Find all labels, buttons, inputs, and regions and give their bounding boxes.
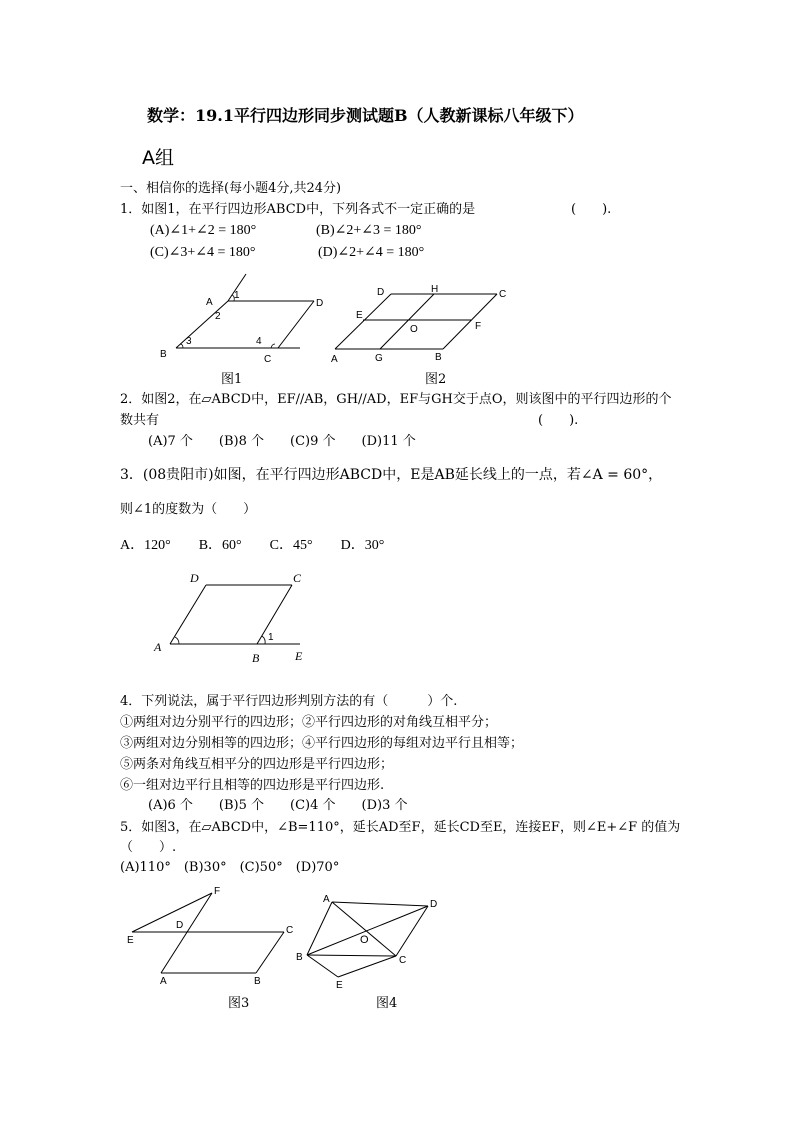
fig4-label-a: A (323, 894, 330, 905)
fig3-label-a: A (160, 976, 167, 987)
fig3-caption: 图3 (228, 996, 250, 1011)
figure-1 (140, 268, 340, 368)
group-heading: A组 (142, 147, 174, 169)
fig2-caption: 图2 (425, 372, 447, 387)
fig3-side-bc (256, 932, 284, 973)
fig2-label-e: E (356, 310, 363, 321)
figure-2 (325, 280, 515, 370)
fig2-label-g: G (375, 353, 383, 364)
fig1-label-2: 2 (215, 311, 221, 322)
fig1-caption: 图1 (221, 372, 243, 387)
fig1-label-c: C (264, 354, 272, 365)
q2-answer-paren: ( ). (538, 413, 579, 428)
fig2-label-d: D (377, 287, 385, 298)
fig4-diagonal-bd (307, 906, 428, 955)
q3-options: A．120° B．60° C．45° D．30° (120, 538, 385, 553)
q3-line-2: 则∠1的度数为（ ） (120, 502, 257, 517)
section-heading: 一、相信你的选择(每小题4分,共24分) (120, 181, 342, 196)
figure-3 (120, 880, 300, 995)
fig3-label-e: E (127, 935, 134, 946)
fig1-label-4: 4 (256, 336, 262, 347)
fig-q3-label-b: B (252, 651, 260, 665)
fig3-label-c: C (286, 925, 294, 936)
fig-q3-label-e: E (295, 649, 303, 663)
fig3-label-f: F (214, 886, 221, 897)
fig2-label-h: H (431, 284, 439, 295)
fig2-label-a: A (331, 354, 338, 365)
q1-option-c: (C)∠3+∠4 = 180° (150, 245, 256, 260)
q5-options: (A)110° (B)30° (C)50° (D)70° (120, 860, 340, 875)
q4-statement-1: ①两组对边分别平行的四边形；②平行四边形的对角线互相平分； (120, 715, 498, 730)
fig4-side-bc (307, 955, 396, 956)
fig-q3-side-ad (170, 585, 206, 644)
fig1-angle-arc-4 (271, 344, 275, 348)
q1-answer-paren: ( ). (571, 202, 612, 217)
q4-options: (A)6 个 (B)5 个 (C)4 个 (D)3 个 (148, 798, 408, 813)
q4-statement-3: ⑤两条对角线互相平分的四边形是平行四边形； (120, 757, 394, 772)
fig4-segment-ec (338, 956, 396, 977)
fig-q3-label-d: D (190, 571, 199, 585)
fig1-label-3: 3 (186, 336, 192, 347)
q4-statement-4: ⑥一组对边平行且相等的四边形是平行四边形. (120, 778, 385, 793)
q2-options: (A)7 个 (B)8 个 (C)9 个 (D)11 个 (148, 434, 416, 449)
fig-q3-label-c: C (293, 571, 302, 585)
fig2-side-bc (443, 294, 497, 349)
fig1-label-1: 1 (234, 290, 240, 301)
fig1-label-a: A (206, 297, 213, 308)
fig4-side-ab (307, 902, 332, 955)
q3-line-1: 3．(08贵阳市)如图，在平行四边形ABCD中，E是AB延长线上的一点，若∠A = 60°， (120, 467, 663, 483)
fig3-label-d: D (176, 920, 184, 931)
fig4-diagonal-ac (332, 902, 396, 956)
fig2-label-b: B (435, 352, 442, 363)
fig4-label-d: D (430, 899, 438, 910)
fig-q3-angle-arc-a (175, 637, 179, 644)
q2-line-1: 2．如图2，在▱ABCD中，EF//AB，GH//AD，EF与GH交于点O，则该图中的平行四边形的个 (120, 392, 672, 407)
fig2-label-o: O (410, 324, 418, 335)
q1-option-d: (D)∠2+∠4 = 180° (318, 245, 425, 260)
fig4-caption: 图4 (376, 996, 398, 1011)
page-title: 数学：19.1平行四边形同步测试题B（人教新课标八年级下） (147, 106, 584, 125)
figure-q3 (150, 568, 320, 668)
fig-q3-angle-arc-1 (262, 636, 265, 644)
fig4-label-o: O (360, 934, 369, 946)
fig4-label-e: E (336, 980, 343, 991)
fig-q3-label-a: A (154, 640, 162, 654)
fig4-side-cd (396, 906, 428, 956)
fig4-label-b: B (296, 952, 303, 963)
fig4-segment-be (307, 955, 338, 977)
fig3-label-b: B (254, 976, 261, 987)
fig-q3-side-bc (257, 585, 292, 644)
fig-q3-label-1: 1 (268, 632, 274, 643)
fig1-side-dc (278, 301, 314, 348)
q2-line-2: 数共有 (120, 413, 160, 428)
fig2-label-f: F (475, 321, 482, 332)
fig4-label-c: C (399, 955, 407, 966)
q5-line-1: 5．如图3，在▱ABCD中，∠B=110°，延长AD至F，延长CD至E，连接EF，则∠E+∠F 的值为 (120, 820, 681, 835)
figure-4 (290, 890, 450, 995)
q4-statement-2: ③两组对边分别相等的四边形；④平行四边形的每组对边平行且相等； (120, 736, 524, 751)
q1-option-a: (A)∠1+∠2 = 180° (150, 223, 257, 238)
q1-option-b: (B)∠2+∠3 = 180° (316, 223, 422, 238)
fig4-side-ad (332, 902, 428, 906)
fig2-side-ad (335, 294, 391, 349)
q5-line-2: （ ）. (120, 840, 177, 855)
q1-stem: 1．如图1，在平行四边形ABCD中，下列各式不一定正确的是 (120, 202, 476, 217)
fig1-label-d: D (316, 298, 324, 309)
fig1-side-ab (176, 301, 228, 348)
q4-stem: 4．下列说法，属于平行四边形判别方法的有（ ）个. (120, 694, 458, 709)
fig2-label-c: C (499, 289, 507, 300)
fig2-segment-gh (380, 294, 434, 349)
fig1-label-b: B (160, 349, 167, 360)
